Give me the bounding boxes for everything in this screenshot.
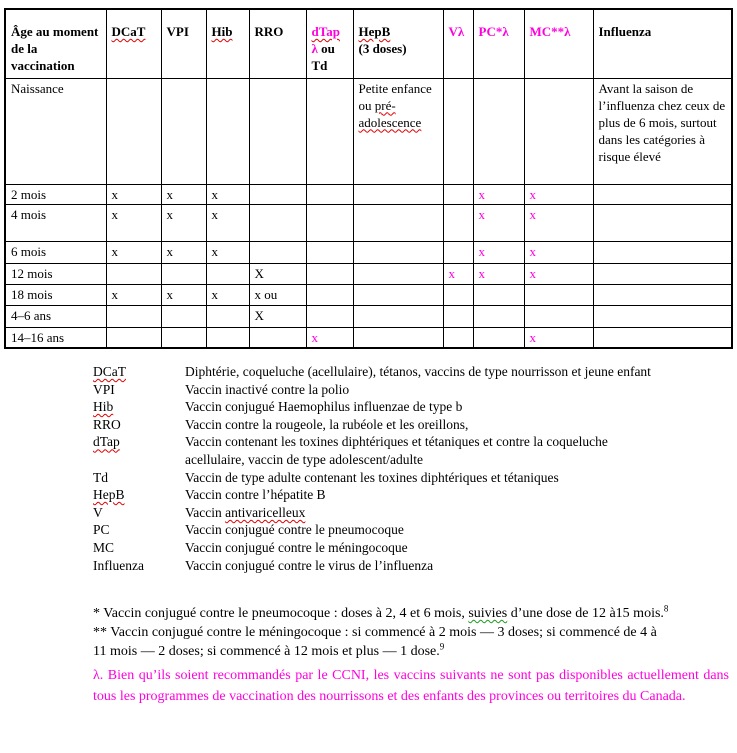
legend-definition [185, 486, 660, 504]
table-cell [353, 284, 443, 305]
table-row [5, 263, 732, 284]
text-segment: x [529, 243, 536, 259]
table-cell [473, 284, 524, 305]
table-cell [524, 327, 593, 348]
table-cell [353, 78, 443, 184]
legend-definition [185, 521, 660, 539]
text-segment: Influenza [598, 24, 652, 39]
text-segment: ou Td [311, 41, 335, 73]
table-cell [593, 184, 732, 204]
text-segment: suivies [468, 606, 508, 621]
table-cell [106, 263, 161, 284]
row-label: 18 mois [5, 284, 106, 305]
table-cell [249, 78, 306, 184]
legend-term [93, 381, 185, 399]
legend-term [93, 539, 185, 557]
legend-definition [185, 469, 660, 487]
table-cell [206, 327, 249, 348]
text-segment: x [529, 186, 536, 202]
footnotes [93, 604, 729, 707]
table-row [5, 327, 732, 348]
text-segment: Vλ [448, 24, 465, 39]
table-cell [206, 263, 249, 284]
text-segment: Diphtérie, coqueluche (acellulaire), tétanos, vaccins de type nourrisson et jeune enfant [185, 364, 651, 379]
table-cell [353, 204, 443, 241]
legend-item [93, 381, 693, 399]
table-cell [249, 184, 306, 204]
column-header-8 [473, 9, 524, 78]
table-row [5, 184, 732, 204]
table-cell [443, 263, 473, 284]
text-segment: PC*λ [478, 24, 509, 39]
table-cell [473, 241, 524, 263]
column-header-9 [524, 9, 593, 78]
table-cell [353, 241, 443, 263]
legend-definition [185, 381, 660, 399]
text-segment: x [211, 186, 218, 202]
table-cell [524, 263, 593, 284]
table-cell [161, 263, 206, 284]
text-segment: X [254, 307, 264, 323]
table-cell [306, 263, 353, 284]
legend-item [93, 504, 693, 522]
text-segment: Vaccin contenant les toxines diphtériques et tétaniques et contre la coqueluche acellulaire, vaccin de type adolescent/adulte [185, 434, 608, 467]
table-cell [106, 241, 161, 263]
table-cell [306, 184, 353, 204]
table-cell [206, 241, 249, 263]
text-segment: Vaccin conjugué contre le virus de l’influenza [185, 557, 434, 573]
table-cell [306, 284, 353, 305]
table-row [5, 305, 732, 327]
text-segment: Vaccin conjugué contre le méningocoque [185, 539, 408, 555]
text-segment: x [111, 206, 118, 222]
table-cell [524, 184, 593, 204]
legend-term [93, 416, 185, 434]
table-cell [443, 184, 473, 204]
table-cell [106, 327, 161, 348]
legend-term-text: DCaT [93, 364, 126, 379]
row-label: 6 mois [5, 241, 106, 263]
table-cell [206, 204, 249, 241]
table-cell [524, 305, 593, 327]
legend-item [93, 486, 693, 504]
superscript-reference: 8 [663, 603, 669, 614]
column-header-3 [206, 9, 249, 78]
legend-term-text: PC [93, 522, 110, 538]
legend-item [93, 521, 693, 539]
table-row [5, 284, 732, 305]
text-segment: DCaT [111, 24, 146, 39]
table-cell [443, 241, 473, 263]
table-cell [443, 284, 473, 305]
table-cell [353, 327, 443, 348]
text-segment: x [211, 286, 218, 302]
column-header-10 [593, 9, 732, 78]
text-segment: pré-adolescence [358, 97, 422, 130]
text-segment: x [211, 243, 218, 259]
legend-term-text: Td [93, 469, 108, 485]
table-cell [306, 327, 353, 348]
legend-term [93, 433, 185, 468]
footnote [93, 604, 673, 623]
legend-item [93, 539, 693, 557]
table-cell [161, 78, 206, 184]
legend-item [93, 398, 693, 416]
table-cell [306, 78, 353, 184]
row-label: 4–6 ans [5, 305, 106, 327]
column-header-4 [249, 9, 306, 78]
row-label: Naissance [5, 78, 106, 184]
legend-term [93, 521, 185, 539]
table-row [5, 78, 732, 184]
table-cell [593, 284, 732, 305]
legend-term-text: HepB [93, 487, 125, 503]
table-row [5, 204, 732, 241]
table-cell [306, 305, 353, 327]
table-cell [524, 204, 593, 241]
text-segment: x [211, 206, 218, 222]
text-segment: x ou [254, 286, 278, 302]
legend-term [93, 486, 185, 504]
table-cell [106, 204, 161, 241]
table-row [5, 241, 732, 263]
table-cell [593, 305, 732, 327]
text-segment: (3 doses) [358, 41, 407, 56]
text-segment: Vaccin [185, 504, 226, 520]
table-cell [206, 78, 249, 184]
table-cell [106, 184, 161, 204]
legend-item [93, 557, 693, 575]
text-segment: MC**λ [529, 24, 571, 39]
table-cell [443, 305, 473, 327]
legend-definition [185, 504, 660, 522]
table-cell [161, 184, 206, 204]
text-segment: Avant la saison de l’influenza chez ceux de plus de 6 mois, surtout dans les catégories à risque élevé [598, 80, 726, 164]
table-cell [473, 305, 524, 327]
table-cell [106, 284, 161, 305]
column-header-7 [443, 9, 473, 78]
table-cell [473, 78, 524, 184]
text-segment: dTap [311, 24, 340, 39]
legend-term [93, 557, 185, 575]
table-cell [593, 78, 732, 184]
table-cell [353, 184, 443, 204]
legend-term [93, 398, 185, 416]
table-cell [353, 263, 443, 284]
table-cell [524, 78, 593, 184]
text-segment: x [478, 206, 485, 222]
table-cell [443, 204, 473, 241]
legend-definition [185, 557, 660, 575]
table-cell [249, 204, 306, 241]
legend-item [93, 469, 693, 487]
table-cell [206, 184, 249, 204]
row-label: 2 mois [5, 184, 106, 204]
text-segment: Petite enfance ou [358, 80, 432, 113]
table-cell [106, 78, 161, 184]
text-segment: x [166, 243, 173, 259]
text-segment: x [111, 243, 118, 259]
text-segment: RRO [254, 24, 284, 39]
table-cell [161, 327, 206, 348]
legend-term-text: Influenza [93, 557, 144, 573]
text-segment: x [166, 186, 173, 202]
table-cell [161, 204, 206, 241]
table-cell [161, 284, 206, 305]
legend-item [93, 433, 693, 468]
text-segment: d’une dose de 12 à15 mois. [507, 606, 664, 621]
footnote [93, 666, 729, 707]
table-cell [249, 327, 306, 348]
legend-term-text: V [93, 504, 103, 520]
table-cell [473, 204, 524, 241]
text-segment: HepB [358, 24, 391, 39]
row-label: 14–16 ans [5, 327, 106, 348]
text-segment: x [478, 243, 485, 259]
text-segment: antivaricelleux [225, 504, 306, 520]
legend-definition [185, 433, 660, 468]
legend-definition [185, 416, 660, 434]
text-segment: X [254, 265, 264, 281]
table-cell [161, 241, 206, 263]
table-cell [106, 305, 161, 327]
text-segment: Vaccin conjugué Haemophilus influenzae de type b [185, 399, 463, 415]
table-cell [249, 305, 306, 327]
table-cell [443, 327, 473, 348]
text-segment: x [111, 286, 118, 302]
vaccination-schedule-table-wrap [4, 8, 731, 349]
legend-definition [185, 398, 660, 416]
text-segment: Âge au moment de la vaccination [11, 24, 99, 73]
text-segment: Vaccin de type adulte contenant les toxines diphtériques et tétaniques [185, 469, 559, 485]
footnote [93, 623, 673, 661]
text-segment: x [478, 186, 485, 202]
table-cell [524, 241, 593, 263]
text-segment: VPI [166, 24, 189, 39]
legend-term-text: MC [93, 539, 115, 555]
table-cell [206, 284, 249, 305]
table-cell [593, 263, 732, 284]
legend-term-text: RRO [93, 416, 121, 432]
table-cell [161, 305, 206, 327]
table-cell [306, 241, 353, 263]
table-cell [593, 327, 732, 348]
text-segment: λ. Bien qu’ils soient recommandés par le CCNI, les vaccins suivants ne sont pas disponibles actuellement dans tous les programmes de vaccination des nourrissons et des enfants des provinces ou territoires du Canada. [93, 668, 729, 704]
legend-term-text: Hib [93, 399, 114, 415]
text-segment: Vaccin contre la rougeole, la rubéole et les oreillons, [185, 416, 469, 432]
legend-item [93, 363, 693, 381]
legend-term [93, 469, 185, 487]
table-cell [473, 184, 524, 204]
column-header-0 [5, 9, 106, 78]
table-cell [249, 263, 306, 284]
table-cell [593, 204, 732, 241]
text-segment: ** Vaccin conjugué contre le méningocoque : si commencé à 2 mois — 3 doses; si commencé de 4 à 11 mois — 2 doses; si commencé à 12 mois et plus — 1 dose. [93, 625, 657, 659]
text-segment: x [529, 265, 536, 281]
legend-term-text: VPI [93, 381, 115, 397]
table-cell [593, 241, 732, 263]
table-cell [473, 327, 524, 348]
column-header-2 [161, 9, 206, 78]
text-segment: Vaccin conjugué contre le pneumocoque [185, 522, 404, 538]
text-segment: x [166, 206, 173, 222]
legend-item [93, 416, 693, 434]
table-cell [353, 305, 443, 327]
text-segment: x [478, 265, 485, 281]
text-segment: Vaccin contre l’hépatite B [185, 487, 326, 503]
text-segment: Hib [211, 24, 233, 39]
table-cell [306, 204, 353, 241]
text-segment: x [311, 329, 318, 345]
table-cell [249, 241, 306, 263]
text-segment: x [529, 206, 536, 222]
vaccination-schedule-table [4, 8, 733, 349]
text-segment: x [111, 186, 118, 202]
column-header-1 [106, 9, 161, 78]
row-label: 12 mois [5, 263, 106, 284]
text-segment: Vaccin inactivé contre la polio [185, 381, 350, 397]
column-header-6 [353, 9, 443, 78]
legend-definition [185, 363, 660, 381]
column-header-5 [306, 9, 353, 78]
legend [93, 363, 693, 574]
row-label: 4 mois [5, 204, 106, 241]
superscript-reference: 9 [439, 641, 445, 652]
text-segment: λ [311, 41, 318, 56]
table-cell [206, 305, 249, 327]
legend-term-text: dTap [93, 434, 120, 450]
legend-term [93, 504, 185, 522]
table-cell [443, 78, 473, 184]
text-segment: * Vaccin conjugué contre le pneumocoque : doses à 2, 4 et 6 mois, [93, 606, 469, 621]
legend-term [93, 363, 185, 381]
table-cell [524, 284, 593, 305]
table-cell [249, 284, 306, 305]
text-segment: x [529, 329, 536, 345]
text-segment: x [448, 265, 455, 281]
table-cell [473, 263, 524, 284]
table-header-row [5, 9, 732, 78]
legend-definition [185, 539, 660, 557]
text-segment: x [166, 286, 173, 302]
